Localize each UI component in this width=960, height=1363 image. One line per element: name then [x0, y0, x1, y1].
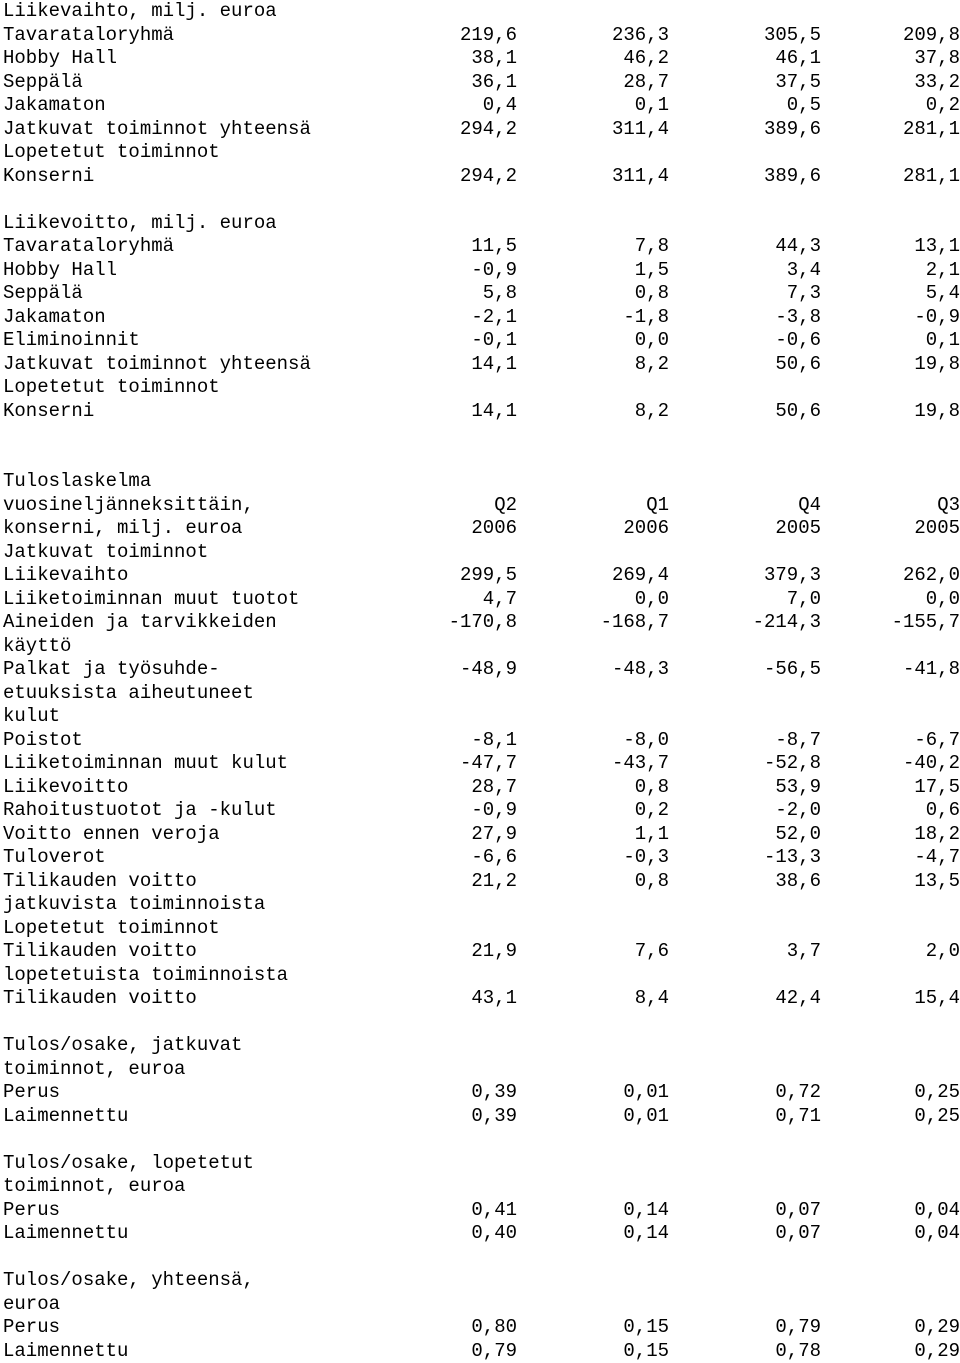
value-cell: -48,9 — [460, 658, 517, 682]
table-row — [0, 611, 960, 635]
table-row — [0, 400, 960, 424]
value-cell: 0,01 — [623, 1105, 669, 1129]
value-cell: 53,9 — [775, 776, 821, 800]
row-label: Laimennettu — [3, 1340, 128, 1363]
value-cell: 219,6 — [460, 24, 517, 48]
value-cell: 311,4 — [612, 118, 669, 142]
value-cell: 15,4 — [914, 987, 960, 1011]
table-row — [0, 447, 960, 471]
row-label: lopetetuista toiminnoista — [3, 964, 288, 988]
value-cell: 0,78 — [775, 1340, 821, 1363]
value-cell: 27,9 — [471, 823, 517, 847]
row-label: Jakamaton — [3, 306, 106, 330]
value-cell: 37,5 — [775, 71, 821, 95]
table-row — [0, 71, 960, 95]
value-cell: 0,2 — [926, 94, 960, 118]
value-cell: -52,8 — [764, 752, 821, 776]
table-row — [0, 682, 960, 706]
value-cell: 236,3 — [612, 24, 669, 48]
value-cell: 11,5 — [471, 235, 517, 259]
value-cell: 0,29 — [914, 1316, 960, 1340]
row-label: Hobby Hall — [3, 47, 117, 71]
table-row — [0, 870, 960, 894]
value-cell: -6,7 — [914, 729, 960, 753]
table-row — [0, 1128, 960, 1152]
value-cell: 0,15 — [623, 1340, 669, 1363]
table-row — [0, 823, 960, 847]
row-label: Liikevaihto — [3, 564, 128, 588]
table-row — [0, 541, 960, 565]
table-row — [0, 1293, 960, 1317]
value-cell: 0,25 — [914, 1081, 960, 1105]
row-label: vuosineljänneksittäin, — [3, 494, 254, 518]
value-cell: -2,0 — [775, 799, 821, 823]
value-cell: 0,29 — [914, 1340, 960, 1363]
table-row — [0, 1340, 960, 1363]
row-label: Jatkuvat toiminnot yhteensä — [3, 353, 311, 377]
value-cell: 14,1 — [471, 400, 517, 424]
value-cell: 46,2 — [623, 47, 669, 71]
value-cell: 0,8 — [635, 282, 669, 306]
value-cell: -1,8 — [623, 306, 669, 330]
row-label: Rahoitustuotot ja -kulut — [3, 799, 277, 823]
value-cell: 50,6 — [775, 400, 821, 424]
value-cell: 33,2 — [914, 71, 960, 95]
row-label: Palkat ja työsuhde- — [3, 658, 220, 682]
table-row — [0, 940, 960, 964]
value-cell: 7,3 — [787, 282, 821, 306]
table-row — [0, 376, 960, 400]
table-row — [0, 705, 960, 729]
value-cell: 269,4 — [612, 564, 669, 588]
value-cell: -0,6 — [775, 329, 821, 353]
value-cell: 17,5 — [914, 776, 960, 800]
table-row — [0, 470, 960, 494]
row-label: Liiketoiminnan muut kulut — [3, 752, 288, 776]
value-cell: -170,8 — [449, 611, 517, 635]
table-row — [0, 1199, 960, 1223]
value-cell: -40,2 — [903, 752, 960, 776]
value-cell: 7,0 — [787, 588, 821, 612]
row-label: Tulos/osake, jatkuvat — [3, 1034, 242, 1058]
row-label: Eliminoinnit — [3, 329, 140, 353]
value-cell: 2,0 — [926, 940, 960, 964]
value-cell: Q4 — [798, 494, 821, 518]
value-cell: 0,14 — [623, 1222, 669, 1246]
value-cell: 0,15 — [623, 1316, 669, 1340]
value-cell: 209,8 — [903, 24, 960, 48]
value-cell: 52,0 — [775, 823, 821, 847]
table-row — [0, 1152, 960, 1176]
table-row — [0, 987, 960, 1011]
table-row — [0, 353, 960, 377]
value-cell: 0,01 — [623, 1081, 669, 1105]
value-cell: 43,1 — [471, 987, 517, 1011]
row-label: Tilikauden voitto — [3, 870, 197, 894]
row-label: Laimennettu — [3, 1105, 128, 1129]
value-cell: 4,7 — [483, 588, 517, 612]
row-label: Lopetetut toiminnot — [3, 141, 220, 165]
value-cell: 36,1 — [471, 71, 517, 95]
table-row — [0, 658, 960, 682]
value-cell: 5,8 — [483, 282, 517, 306]
value-cell: 0,41 — [471, 1199, 517, 1223]
value-cell: 305,5 — [764, 24, 821, 48]
value-cell: Q3 — [937, 494, 960, 518]
value-cell: 0,80 — [471, 1316, 517, 1340]
row-label: toiminnot, euroa — [3, 1058, 185, 1082]
value-cell: 311,4 — [612, 165, 669, 189]
value-cell: 28,7 — [623, 71, 669, 95]
row-label: Tuloslaskelma — [3, 470, 151, 494]
value-cell: 389,6 — [764, 118, 821, 142]
value-cell: -4,7 — [914, 846, 960, 870]
value-cell: 0,14 — [623, 1199, 669, 1223]
value-cell: 37,8 — [914, 47, 960, 71]
value-cell: -41,8 — [903, 658, 960, 682]
value-cell: -155,7 — [892, 611, 960, 635]
value-cell: 2006 — [471, 517, 517, 541]
table-row — [0, 0, 960, 24]
value-cell: 13,1 — [914, 235, 960, 259]
row-label: euroa — [3, 1293, 60, 1317]
table-row — [0, 94, 960, 118]
row-label: konserni, milj. euroa — [3, 517, 242, 541]
row-label: Perus — [3, 1081, 60, 1105]
row-label: Lopetetut toiminnot — [3, 376, 220, 400]
value-cell: 3,4 — [787, 259, 821, 283]
table-row — [0, 1246, 960, 1270]
table-row — [0, 1058, 960, 1082]
row-label: Voitto ennen veroja — [3, 823, 220, 847]
table-row — [0, 564, 960, 588]
value-cell: 18,2 — [914, 823, 960, 847]
value-cell: 0,8 — [635, 776, 669, 800]
value-cell: 0,5 — [787, 94, 821, 118]
value-cell: 0,40 — [471, 1222, 517, 1246]
table-row — [0, 24, 960, 48]
row-label: Tuloverot — [3, 846, 106, 870]
value-cell: 0,72 — [775, 1081, 821, 1105]
value-cell: -48,3 — [612, 658, 669, 682]
table-row — [0, 1316, 960, 1340]
value-cell: 0,1 — [926, 329, 960, 353]
row-label: Konserni — [3, 400, 94, 424]
value-cell: 294,2 — [460, 165, 517, 189]
row-label: Liikevoitto — [3, 776, 128, 800]
row-label: Poistot — [3, 729, 83, 753]
value-cell: 0,07 — [775, 1222, 821, 1246]
row-label: Hobby Hall — [3, 259, 117, 283]
table-row — [0, 165, 960, 189]
value-cell: 2005 — [775, 517, 821, 541]
value-cell: 8,4 — [635, 987, 669, 1011]
table-row — [0, 329, 960, 353]
value-cell: 0,0 — [926, 588, 960, 612]
table-row — [0, 235, 960, 259]
table-row — [0, 494, 960, 518]
row-label: Seppälä — [3, 282, 83, 306]
table-row — [0, 282, 960, 306]
value-cell: 0,71 — [775, 1105, 821, 1129]
value-cell: -13,3 — [764, 846, 821, 870]
value-cell: 0,04 — [914, 1222, 960, 1246]
table-row — [0, 1105, 960, 1129]
value-cell: 0,1 — [635, 94, 669, 118]
table-row — [0, 306, 960, 330]
row-label: Perus — [3, 1316, 60, 1340]
value-cell: -43,7 — [612, 752, 669, 776]
table-row — [0, 1011, 960, 1035]
row-label: Seppälä — [3, 71, 83, 95]
value-cell: -47,7 — [460, 752, 517, 776]
value-cell: 2006 — [623, 517, 669, 541]
row-label: Tavarataloryhmä — [3, 235, 174, 259]
row-label: Aineiden ja tarvikkeiden — [3, 611, 277, 635]
row-label: Jatkuvat toiminnot — [3, 541, 208, 565]
value-cell: 2005 — [914, 517, 960, 541]
value-cell: 0,79 — [471, 1340, 517, 1363]
value-cell: 21,2 — [471, 870, 517, 894]
row-label: Tilikauden voitto — [3, 940, 197, 964]
value-cell: 3,7 — [787, 940, 821, 964]
value-cell: -3,8 — [775, 306, 821, 330]
value-cell: 0,07 — [775, 1199, 821, 1223]
table-row — [0, 47, 960, 71]
value-cell: 2,1 — [926, 259, 960, 283]
value-cell: 46,1 — [775, 47, 821, 71]
row-label: Laimennettu — [3, 1222, 128, 1246]
table-row — [0, 964, 960, 988]
row-label: Tavarataloryhmä — [3, 24, 174, 48]
value-cell: 1,1 — [635, 823, 669, 847]
table-row — [0, 776, 960, 800]
value-cell: -0,3 — [623, 846, 669, 870]
value-cell: 0,4 — [483, 94, 517, 118]
row-label: kulut — [3, 705, 60, 729]
row-label: Tilikauden voitto — [3, 987, 197, 1011]
row-label: jatkuvista toiminnoista — [3, 893, 265, 917]
value-cell: -0,1 — [471, 329, 517, 353]
value-cell: 0,79 — [775, 1316, 821, 1340]
value-cell: -0,9 — [471, 799, 517, 823]
table-row — [0, 1222, 960, 1246]
value-cell: -8,7 — [775, 729, 821, 753]
table-row — [0, 1269, 960, 1293]
row-label: Tulos/osake, lopetetut — [3, 1152, 254, 1176]
value-cell: 0,6 — [926, 799, 960, 823]
table-row — [0, 141, 960, 165]
value-cell: 50,6 — [775, 353, 821, 377]
table-row — [0, 212, 960, 236]
value-cell: -168,7 — [601, 611, 669, 635]
row-label: Jatkuvat toiminnot yhteensä — [3, 118, 311, 142]
value-cell: 38,6 — [775, 870, 821, 894]
value-cell: 0,39 — [471, 1105, 517, 1129]
row-label: Lopetetut toiminnot — [3, 917, 220, 941]
value-cell: 7,8 — [635, 235, 669, 259]
value-cell: 8,2 — [635, 400, 669, 424]
value-cell: 294,2 — [460, 118, 517, 142]
value-cell: -0,9 — [471, 259, 517, 283]
table-row — [0, 893, 960, 917]
value-cell: 0,2 — [635, 799, 669, 823]
row-label: Tulos/osake, yhteensä, — [3, 1269, 254, 1293]
value-cell: 0,0 — [635, 588, 669, 612]
table-row — [0, 1175, 960, 1199]
value-cell: -2,1 — [471, 306, 517, 330]
table-row — [0, 1081, 960, 1105]
value-cell: 7,6 — [635, 940, 669, 964]
table-row — [0, 752, 960, 776]
value-cell: 8,2 — [635, 353, 669, 377]
table-row — [0, 635, 960, 659]
value-cell: 0,39 — [471, 1081, 517, 1105]
row-label: Konserni — [3, 165, 94, 189]
value-cell: 19,8 — [914, 400, 960, 424]
table-row — [0, 729, 960, 753]
value-cell: Q2 — [494, 494, 517, 518]
value-cell: 389,6 — [764, 165, 821, 189]
value-cell: 262,0 — [903, 564, 960, 588]
value-cell: 28,7 — [471, 776, 517, 800]
value-cell: -8,1 — [471, 729, 517, 753]
row-label: Jakamaton — [3, 94, 106, 118]
value-cell: Q1 — [646, 494, 669, 518]
row-label: Liikevoitto, milj. euroa — [3, 212, 277, 236]
value-cell: 281,1 — [903, 165, 960, 189]
table-row — [0, 118, 960, 142]
table-row — [0, 588, 960, 612]
value-cell: 42,4 — [775, 987, 821, 1011]
row-label: etuuksista aiheutuneet — [3, 682, 254, 706]
value-cell: 5,4 — [926, 282, 960, 306]
value-cell: -8,0 — [623, 729, 669, 753]
table-row — [0, 917, 960, 941]
value-cell: 21,9 — [471, 940, 517, 964]
value-cell: -214,3 — [753, 611, 821, 635]
row-label: toiminnot, euroa — [3, 1175, 185, 1199]
table-row — [0, 846, 960, 870]
value-cell: 379,3 — [764, 564, 821, 588]
value-cell: 0,0 — [635, 329, 669, 353]
row-label: Liikevaihto, milj. euroa — [3, 0, 277, 24]
row-label: Liiketoiminnan muut tuotot — [3, 588, 299, 612]
table-row — [0, 1034, 960, 1058]
value-cell: 0,04 — [914, 1199, 960, 1223]
value-cell: 19,8 — [914, 353, 960, 377]
value-cell: 281,1 — [903, 118, 960, 142]
value-cell: 1,5 — [635, 259, 669, 283]
table-row — [0, 259, 960, 283]
value-cell: 0,25 — [914, 1105, 960, 1129]
table-row — [0, 423, 960, 447]
value-cell: 14,1 — [471, 353, 517, 377]
value-cell: 13,5 — [914, 870, 960, 894]
table-row — [0, 188, 960, 212]
table-row — [0, 517, 960, 541]
value-cell: 0,8 — [635, 870, 669, 894]
value-cell: 38,1 — [471, 47, 517, 71]
row-label: Perus — [3, 1199, 60, 1223]
value-cell: -56,5 — [764, 658, 821, 682]
table-row — [0, 799, 960, 823]
value-cell: -6,6 — [471, 846, 517, 870]
value-cell: -0,9 — [914, 306, 960, 330]
row-label: käyttö — [3, 635, 71, 659]
value-cell: 44,3 — [775, 235, 821, 259]
value-cell: 299,5 — [460, 564, 517, 588]
